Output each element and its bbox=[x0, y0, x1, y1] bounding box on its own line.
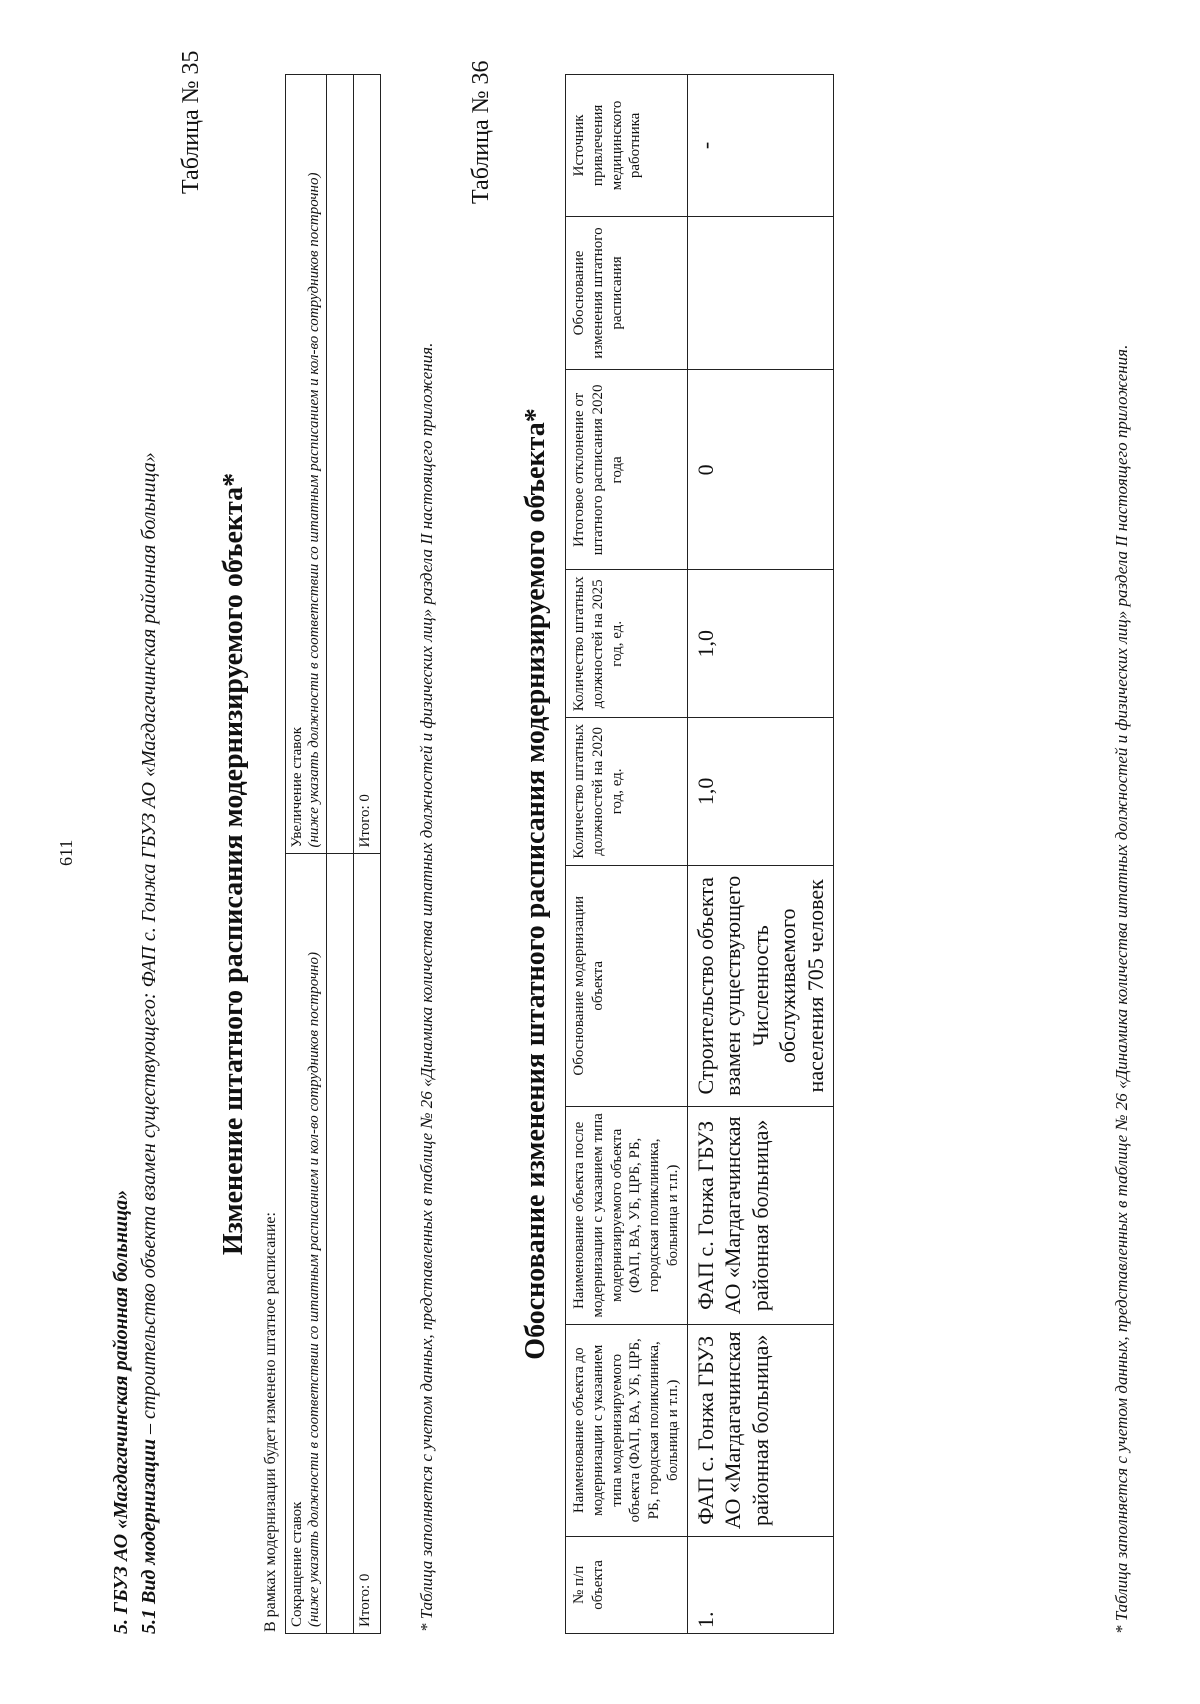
col-header-source: Источник привлечения медицинского работника bbox=[566, 75, 688, 217]
page-number: 611 bbox=[56, 839, 76, 866]
cell-deviation: 0 bbox=[687, 370, 834, 570]
table-header-row bbox=[566, 75, 688, 1634]
table36-title: Обоснование изменения штатного расписания модернизируемого объекта* bbox=[520, 408, 551, 1360]
col-header-reason: Обоснование модернизации объекта bbox=[566, 865, 688, 1106]
table36-footnote: * Таблица заполняется с учетом данных, представленных в таблице № 26 «Динамика количества штатных должностей и физических лиц» раздела II настоящего приложения. bbox=[1112, 344, 1131, 1634]
table35-left-header-cell bbox=[286, 854, 327, 1634]
table35-title: Изменение штатного расписания модернизируемого объекта* bbox=[218, 472, 249, 1256]
table-row bbox=[327, 75, 354, 1634]
table35-intro: В рамках модернизации будет изменено штатное расписание: bbox=[262, 1212, 279, 1632]
col-header-number: № п/п объекта bbox=[566, 1536, 688, 1633]
cell-after: ФАП с. Гонжа ГБУЗ АО «Магдагачинская районная больница» bbox=[687, 1106, 834, 1324]
table-row bbox=[687, 75, 834, 1634]
cell-before: ФАП с. Гонжа ГБУЗ АО «Магдагачинская районная больница» bbox=[687, 1324, 834, 1536]
cell-number: 1. bbox=[687, 1536, 834, 1633]
subsection-prefix: 5.1 Вид модернизации bbox=[138, 1438, 160, 1634]
cell-count-2020: 1,0 bbox=[687, 718, 834, 866]
table35-number: Таблица № 35 bbox=[178, 50, 204, 194]
right-hint: (ниже указать должности в соответствии со штатным расписанием и кол-во сотрудников построчно) bbox=[306, 172, 322, 848]
table-row bbox=[354, 75, 381, 1634]
right-header: Увеличение ставок bbox=[289, 726, 305, 848]
left-total: Итого: 0 bbox=[354, 854, 381, 1634]
col-header-after: Наименование объекта после модернизации с указанием типа модернизируемого объекта (ФАП, ВА, УБ, ЦРБ, РБ, городская поликлиника, больница и т.п.) bbox=[566, 1106, 688, 1324]
cell-change-reason bbox=[687, 216, 834, 369]
right-total: Итого: 0 bbox=[354, 75, 381, 855]
col-header-count-2025: Количество штатных должностей на 2025 год, ед. bbox=[566, 570, 688, 718]
table36 bbox=[565, 74, 834, 1634]
cell-reason: Строительство объекта взамен существующего Численность обслуживаемого населения 705 человек bbox=[687, 865, 834, 1106]
table36-number: Таблица № 36 bbox=[468, 60, 494, 204]
col-header-change-reason: Обоснование изменения штатного расписания bbox=[566, 216, 688, 369]
table35-right-header-cell bbox=[286, 75, 327, 855]
col-header-before: Наименование объекта до модернизации с указанием типа модернизируемого объекта (ФАП, ВА, УБ, ЦРБ, РБ, городская поликлиника, больница и т.п.) bbox=[566, 1324, 688, 1536]
subsection-heading bbox=[138, 452, 161, 1634]
cell-source: - bbox=[687, 75, 834, 217]
left-hint: (ниже указать должности в соответствии со штатным расписанием и кол-во сотрудников построчно) bbox=[306, 952, 322, 1627]
table-row bbox=[286, 75, 327, 1634]
col-header-deviation: Итоговое отклонение от штатного расписания 2020 года bbox=[566, 370, 688, 570]
subsection-text: – строительство объекта взамен существующего: ФАП с. Гонжа ГБУЗ АО «Магдагачинская районная больница» bbox=[138, 452, 160, 1439]
table35-footnote: * Таблица заполняется с учетом данных, представленных в таблице № 26 «Динамика количества штатных должностей и физических лиц» раздела II настоящего приложения. bbox=[417, 342, 436, 1632]
table35 bbox=[285, 74, 381, 1634]
col-header-count-2020: Количество штатных должностей на 2020 год, ед. bbox=[566, 718, 688, 866]
left-header: Сокращение ставок bbox=[289, 1501, 305, 1627]
table35-empty-cell bbox=[327, 75, 354, 855]
section-heading: 5. ГБУЗ АО «Магдагачинская районная больница» bbox=[110, 1189, 132, 1634]
table35-empty-cell bbox=[327, 854, 354, 1634]
cell-count-2025: 1,0 bbox=[687, 570, 834, 718]
